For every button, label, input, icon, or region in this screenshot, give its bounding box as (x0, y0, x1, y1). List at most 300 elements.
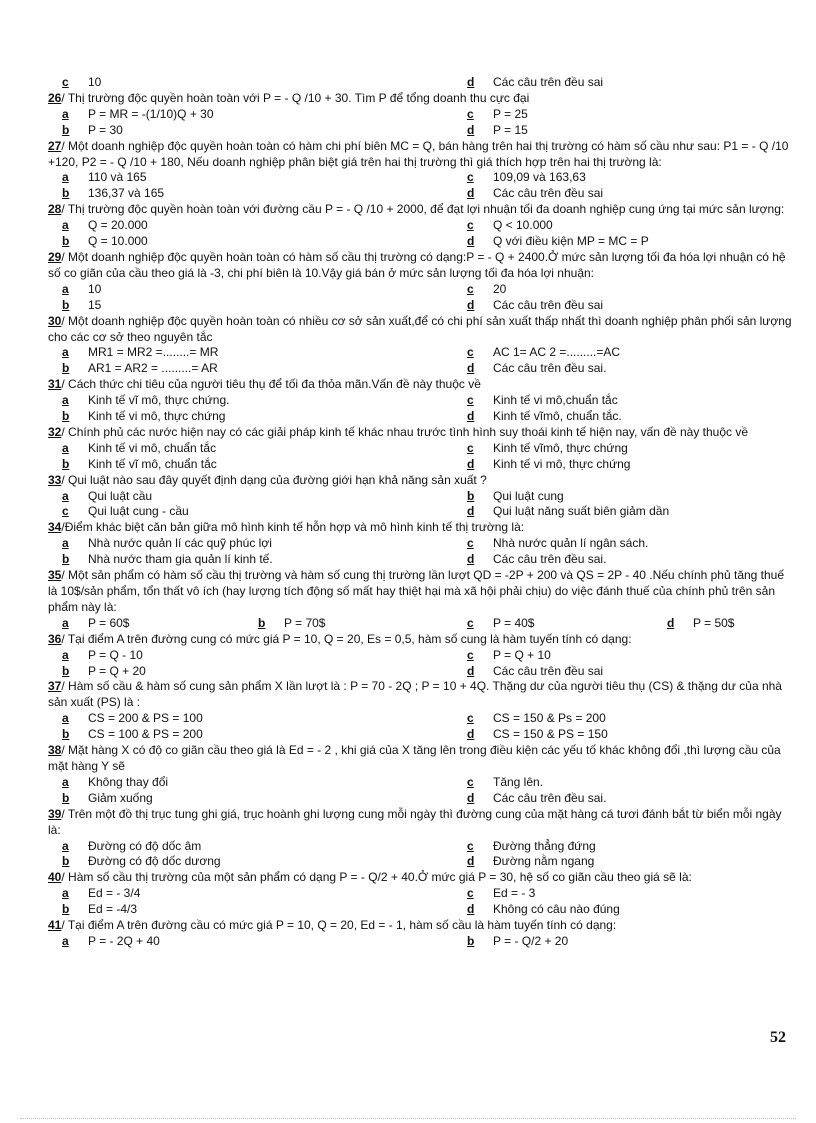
option-letter: c (467, 838, 474, 853)
option (453, 536, 793, 552)
option-text: Ed = - 3 (493, 886, 536, 901)
question-number: 30 (48, 313, 62, 328)
option-text: Đường thẳng đứng (493, 838, 596, 853)
option (48, 886, 453, 902)
option-text: 10 (88, 281, 102, 296)
option-text: Nhà nước tham gia quản lí kinh tế. (88, 552, 273, 567)
option (453, 186, 793, 202)
question-number: 32 (48, 424, 62, 439)
option-text: CS = 100 & PS = 200 (88, 727, 203, 742)
option (453, 107, 793, 123)
question-text: Tại điểm A trên đường cầu có mức giá P = 10, Q = 20, Ed = - 1, hàm số cầu là hàm tuyến tính có dạng: (64, 918, 617, 933)
option-letter: c (467, 886, 474, 901)
option-text: Các câu trên đều sai. (493, 552, 607, 567)
option (48, 409, 453, 425)
question-stem (48, 377, 793, 393)
option-text: Nhà nước quản lí các quỹ phúc lợi (88, 536, 272, 551)
options-row (48, 886, 793, 902)
question-stem (48, 870, 793, 886)
option-text: Qui luật năng suất biên giảm dần (493, 504, 670, 519)
option-text: Đường có độ dốc âm (88, 838, 202, 853)
options-row (48, 234, 793, 250)
question-separator: / (61, 568, 65, 583)
option-text: Kinh tế vi mô, thực chứng (88, 409, 226, 424)
option-letter: c (62, 75, 69, 89)
option-text: Kinh tế vi mô,chuẩn tắc (493, 393, 618, 408)
option-text: P = - Q/2 + 20 (493, 933, 569, 948)
question-block (48, 91, 793, 139)
question-separator: / (61, 424, 65, 439)
option-text: Tăng lên. (493, 774, 544, 789)
question-number: 29 (48, 249, 62, 264)
option (48, 616, 244, 632)
question-block (48, 250, 793, 314)
option-text: Các câu trên đều sai. (493, 790, 607, 805)
option-letter: c (467, 647, 474, 662)
question-separator: / (61, 743, 65, 758)
question-number: 26 (48, 90, 62, 105)
options-row (48, 75, 793, 91)
question-text: Qui luật nào sau đây quyết định dạng của đường giới hạn khả năng sản xuất ? (64, 472, 487, 487)
option-text: 136,37 và 165 (88, 186, 165, 201)
question-number: 33 (48, 472, 62, 487)
question-separator: / (61, 90, 65, 105)
question-block (48, 202, 793, 250)
option (48, 123, 453, 139)
option-text: Giảm xuống (88, 790, 153, 805)
option-letter: d (467, 361, 475, 376)
option-letter: a (62, 345, 69, 360)
question-number: 34 (48, 520, 62, 535)
option-text: Nhà nước quản lí ngân sách. (493, 536, 649, 551)
option-text: Q = 10.000 (88, 234, 148, 249)
option-letter: c (467, 615, 474, 630)
option-text: AC 1= AC 2 =.........=AC (493, 345, 621, 360)
option-letter: d (467, 504, 475, 519)
option (48, 75, 453, 91)
option-text: Đường nằm ngang (493, 854, 595, 869)
option-text: Kinh tế vi mô, chuẩn tắc (88, 440, 217, 455)
options-row (48, 536, 793, 552)
option-text: P = 25 (493, 106, 528, 121)
option-text: Các câu trên đều sai. (493, 361, 607, 376)
options-row (48, 361, 793, 377)
question-block (48, 473, 793, 521)
question-block (48, 314, 793, 378)
option-letter: a (62, 393, 69, 408)
question-number: 27 (48, 138, 62, 153)
option-letter: d (467, 552, 475, 567)
question-number: 31 (48, 377, 62, 392)
options-row (48, 123, 793, 139)
option-letter: a (62, 711, 69, 726)
question-text: Một doanh nghiệp độc quyền hoàn toàn có hàm số cầu thị trường có dạng:P = - Q + 2400.Ở mức sản lượng tối đa hóa lợi nhuận có hệ số co giãn của cầu theo giá là -3, chi phí biên là 10.Vậy giá bán ở mức sản lượng tối đa hóa lợi nhuận: (48, 249, 786, 280)
option (453, 664, 793, 680)
question-block (48, 425, 793, 473)
option-text: CS = 150 & Ps = 200 (493, 711, 606, 726)
option-letter: d (467, 790, 475, 805)
options-row (48, 345, 793, 361)
question-number: 37 (48, 679, 62, 694)
option (453, 345, 793, 361)
option (453, 616, 653, 632)
option-letter: c (467, 345, 474, 360)
option-letter: a (62, 838, 69, 853)
option-letter: b (62, 122, 70, 137)
question-stem (48, 425, 793, 441)
option-letter: c (467, 106, 474, 121)
option (653, 616, 793, 632)
option (48, 839, 453, 855)
option-text: P = MR = -(1/10)Q + 30 (88, 106, 214, 121)
options-row (48, 791, 793, 807)
question-text: Trên một đồ thị trục tung ghi giá, trục hoành ghi lượng cung mỗi ngày thì đường cung của mặt hàng cá tươi đánh bắt từ biển mỗi ngày là: (48, 806, 782, 837)
option-letter: a (62, 440, 69, 455)
option-letter: b (62, 234, 70, 249)
question-separator: / (61, 138, 65, 153)
option-text: Không có câu nào đúng (493, 902, 620, 917)
options-row (48, 282, 793, 298)
question-stem (48, 314, 793, 346)
option (244, 616, 453, 632)
option (453, 711, 793, 727)
option-letter: a (62, 647, 69, 662)
options-row (48, 664, 793, 680)
question-text: Thị trường độc quyền hoàn toàn với P = - Q /10 + 30. Tìm P để tổng doanh thu cực đại (64, 90, 530, 105)
option (453, 441, 793, 457)
option-text: Kinh tế vĩ mô, chuẩn tắc (88, 456, 217, 471)
option-text: Kinh tế vĩmô, chuẩn tắc. (493, 409, 622, 424)
option (453, 886, 793, 902)
question-text: Hàm số cầu & hàm số cung sản phẩm X lần lượt là : P = 70 - 2Q ; P = 10 + 4Q. Thặng dư của người tiêu thụ (CS) & thặng dư của nhà sản xuất (PS) là : (48, 679, 782, 710)
option (48, 457, 453, 473)
option (453, 170, 793, 186)
option-letter: a (62, 536, 69, 551)
option (453, 234, 793, 250)
option (48, 393, 453, 409)
option-letter: b (62, 456, 70, 471)
question-text: Cách thức chi tiêu của người tiêu thụ để tối đa thỏa mãn.Vấn đề này thuộc về (64, 377, 481, 392)
question-text: Một sản phẩm có hàm số cầu thị trường và hàm số cung thị trường lần lượt QD = -2P + 200 và QS = 2P - 40 .Nếu chính phủ tăng thuế là 10$/sản phẩm, tổn thất vô ích (hay lượng tích động số mất hay thiệt hại mà xã hội phải chịu) do việc đánh thuế của chính phủ trên sản phẩm này là: (48, 568, 785, 614)
option-text: Đường có độ dốc dương (88, 854, 221, 869)
page-divider (20, 1118, 796, 1119)
option-text: 109,09 và 163,63 (493, 170, 586, 185)
option-letter: b (62, 297, 70, 312)
question-stem (48, 139, 793, 171)
options-row (48, 218, 793, 234)
option-text: P = 60$ (88, 615, 130, 630)
question-block (48, 870, 793, 918)
option-letter: d (467, 297, 475, 312)
option-letter: d (467, 456, 475, 471)
question-stem (48, 202, 793, 218)
option-letter: c (467, 170, 474, 185)
option-text: 10 (88, 75, 102, 89)
question-separator: / (61, 202, 65, 217)
question-list (48, 91, 793, 950)
question-separator: / (61, 313, 65, 328)
option-text: Q = 20.000 (88, 218, 148, 233)
option-letter: b (62, 361, 70, 376)
question-number: 36 (48, 631, 62, 646)
option-letter: c (467, 218, 474, 233)
option-text: Ed = -4/3 (88, 902, 138, 917)
option-text: P = 15 (493, 122, 528, 137)
option-letter: b (62, 727, 70, 742)
question-separator: / (61, 472, 65, 487)
options-row (48, 711, 793, 727)
question-text: Thị trường độc quyền hoàn toàn với đường cầu P = - Q /10 + 2000, để đạt lợi nhuận tối đa doanh nghiệp cung ứng tại mức sản lượng: (64, 202, 785, 217)
question-number: 39 (48, 806, 62, 821)
option (48, 218, 453, 234)
options-row (48, 775, 793, 791)
question-stem (48, 91, 793, 107)
question-text: Điểm khác biệt căn bản giữa mô hình kinh tế hỗn hợp và mô hình kinh tế thị trường là: (64, 520, 525, 535)
question-stem (48, 743, 793, 775)
option-text: P = 70$ (284, 615, 326, 630)
options-row (48, 727, 793, 743)
option-text: P = Q - 10 (88, 647, 143, 662)
question-number: 41 (48, 918, 62, 933)
option (48, 361, 453, 377)
option-letter: a (62, 170, 69, 185)
option (48, 791, 453, 807)
option-text: Các câu trên đều sai (493, 663, 604, 678)
option-letter: b (62, 854, 70, 869)
option (48, 648, 453, 664)
option-letter: c (467, 393, 474, 408)
option-letter: b (258, 615, 266, 630)
option (453, 727, 793, 743)
option (453, 934, 793, 950)
option-text: CS = 200 & PS = 100 (88, 711, 203, 726)
option-text: Các câu trên đều sai (493, 75, 604, 89)
option-text: P = - 2Q + 40 (88, 933, 160, 948)
options-row (48, 552, 793, 568)
option-text: Các câu trên đều sai (493, 297, 604, 312)
question-separator: / (61, 870, 65, 885)
option-letter: d (467, 75, 475, 89)
option-letter: d (467, 854, 475, 869)
option (48, 727, 453, 743)
question-stem (48, 473, 793, 489)
question-number: 40 (48, 870, 62, 885)
option-text: Q < 10.000 (493, 218, 553, 233)
question-separator: / (61, 520, 65, 535)
option-letter: b (62, 409, 70, 424)
option-text: MR1 = MR2 =........= MR (88, 345, 219, 360)
option-text: P = 50$ (693, 615, 735, 630)
option (453, 282, 793, 298)
option-text: P = Q + 20 (88, 663, 146, 678)
option-letter: a (62, 615, 69, 630)
question-separator: / (61, 918, 65, 933)
options-row (48, 441, 793, 457)
page-number: 52 (770, 1029, 786, 1046)
option-letter: d (467, 902, 475, 917)
option-letter: d (467, 234, 475, 249)
options-row (48, 457, 793, 473)
question-stem (48, 250, 793, 282)
option (453, 489, 793, 505)
option-letter: d (467, 663, 475, 678)
option-text: 110 và 165 (88, 170, 147, 185)
options-row (48, 648, 793, 664)
options-row (48, 170, 793, 186)
option-letter: a (62, 774, 69, 789)
option-letter: b (62, 663, 70, 678)
option-letter: a (62, 106, 69, 121)
option (453, 902, 793, 918)
question-stem (48, 520, 793, 536)
option-letter: c (467, 536, 474, 551)
option-text: Các câu trên đều sai (493, 186, 604, 201)
option-text: CS = 150 & PS = 150 (493, 727, 608, 742)
option (453, 123, 793, 139)
option (453, 839, 793, 855)
option (48, 664, 453, 680)
option-letter: c (467, 440, 474, 455)
option-letter: d (467, 409, 475, 424)
options-row (48, 854, 793, 870)
option-letter: c (467, 281, 474, 296)
question-separator: / (61, 631, 65, 646)
question-separator: / (61, 679, 65, 694)
option (453, 791, 793, 807)
option-text: P = Q + 10 (493, 647, 551, 662)
option (453, 648, 793, 664)
option (453, 361, 793, 377)
options-row (48, 409, 793, 425)
options-row (48, 934, 793, 950)
question-text: Chính phủ các nước hiện nay có các giải pháp kinh tế khác nhau trước tình hình suy thoái kinh tế hiện nay, vấn đề này thuộc về (64, 424, 749, 439)
option-text: Kinh tế vĩmô, thực chứng (493, 440, 628, 455)
question-block (48, 918, 793, 950)
option (48, 234, 453, 250)
option-letter: a (62, 488, 69, 503)
option-letter: b (467, 488, 475, 503)
option (453, 393, 793, 409)
option-text: 20 (493, 281, 507, 296)
option (48, 107, 453, 123)
option-text: Kinh tế vĩ mô, thực chứng. (88, 393, 230, 408)
question-stem (48, 568, 793, 616)
option (453, 552, 793, 568)
option-letter: d (467, 186, 475, 201)
option (48, 186, 453, 202)
option (48, 902, 453, 918)
option-letter: a (62, 281, 69, 296)
question-stem (48, 918, 793, 934)
question-separator: / (61, 806, 65, 821)
option (453, 75, 793, 91)
option-letter: b (62, 186, 70, 201)
question-stem (48, 632, 793, 648)
option (48, 934, 453, 950)
option-letter: c (467, 711, 474, 726)
option (453, 457, 793, 473)
question-block (48, 139, 793, 203)
option-letter: d (667, 615, 675, 630)
question-text: Một doanh nghiệp độc quyền hoàn toàn có nhiều cơ sở sản xuất,để có chi phí sản xuất thấp nhất thì doanh nghiệp phân phối sản lượng cho các cơ sở theo nguyên tắc (48, 313, 792, 344)
options-row (48, 902, 793, 918)
option-text: Không thay đổi (88, 774, 169, 789)
question-stem (48, 807, 793, 839)
options-row (48, 616, 793, 632)
option-letter: a (62, 933, 69, 948)
option (48, 170, 453, 186)
question-number: 35 (48, 568, 62, 583)
option (453, 409, 793, 425)
question-stem (48, 679, 793, 711)
option-text: Qui luật cung (493, 488, 564, 503)
option (453, 504, 793, 520)
option (48, 854, 453, 870)
options-row (48, 839, 793, 855)
question-separator: / (61, 249, 65, 264)
option (48, 504, 453, 520)
options-row (48, 393, 793, 409)
question-text: Mặt hàng X có độ co giãn cầu theo giá là Ed = - 2 , khi giá của X tăng lên trong điều kiện các yếu tố khác không đổi ,thì lượng cầu của mặt hàng Y sẽ (48, 743, 781, 773)
options-row (48, 186, 793, 202)
option (48, 552, 453, 568)
question-text: Hàm số cầu thị trường của một sản phẩm có dạng P = - Q/2 + 40.Ở mức giá P = 30, hệ số co giãn cầu theo giá sẽ là: (64, 870, 692, 885)
option-text: Kinh tế vi mô, thực chứng (493, 456, 631, 471)
option-text: P = 30 (88, 122, 123, 137)
option-text: Q với điều kiện MP = MC = P (493, 234, 649, 249)
question-text: Một doanh nghiệp độc quyền hoàn toàn có hàm chi phí biên MC = Q, bán hàng trên hai thị trường có hàm số cầu như sau: P1 = - Q /10 +120, P2 = - Q /10 + 180, Nếu doanh nghiệp phân biệt giá trên hai thị trường thì giá thích hợp trên hai thị trường là: (48, 138, 789, 169)
option (48, 775, 453, 791)
option (453, 218, 793, 234)
option (48, 345, 453, 361)
question-block (48, 377, 793, 425)
option (48, 489, 453, 505)
option-text: AR1 = AR2 = .........= AR (88, 361, 218, 376)
question-number: 38 (48, 743, 62, 758)
option (48, 282, 453, 298)
question-number: 28 (48, 202, 62, 217)
option-letter: a (62, 218, 69, 233)
question-block (48, 679, 793, 743)
option-letter: d (467, 122, 475, 137)
option-letter: b (62, 902, 70, 917)
option (48, 441, 453, 457)
options-row (48, 489, 793, 505)
option-letter: d (467, 727, 475, 742)
question-block (48, 807, 793, 871)
option (48, 536, 453, 552)
question-block (48, 520, 793, 568)
question-text: Tại điểm A trên đường cung có mức giá P = 10, Q = 20, Es = 0,5, hàm số cung là hàm tuyến tính có dạng: (64, 631, 632, 646)
option-text: 15 (88, 297, 102, 312)
option-letter: c (62, 504, 69, 519)
question-block (48, 568, 793, 632)
option-letter: c (467, 774, 474, 789)
option-text: Qui luật cầu (88, 488, 153, 503)
option (453, 775, 793, 791)
exam-content (48, 75, 793, 950)
option-letter: b (62, 552, 70, 567)
question-separator: / (61, 377, 65, 392)
options-row (48, 504, 793, 520)
option-text: Ed = - 3/4 (88, 886, 141, 901)
option (48, 298, 453, 314)
question-block (48, 632, 793, 680)
options-row (48, 107, 793, 123)
question-block (48, 743, 793, 807)
option-letter: b (62, 790, 70, 805)
option-text: P = 40$ (493, 615, 535, 630)
